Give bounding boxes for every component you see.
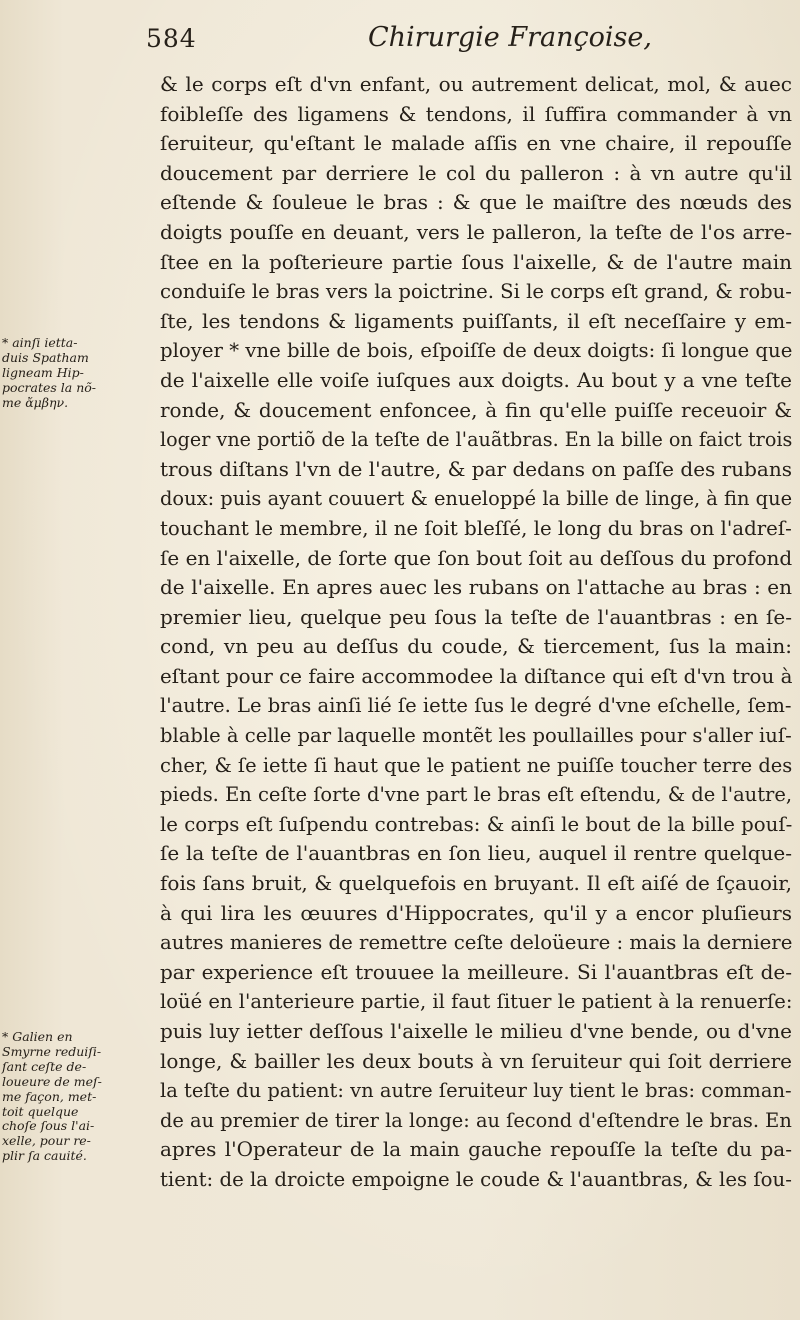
margin-note-line: xelle, pour re- [2,1133,91,1149]
margin-note-line: duis Spatham [2,349,89,365]
text-line: fois ſans bruit, & quelquefois en bruyant. Il eſt aiſé de ſçauoir, [160,871,792,896]
margin-note-line: loueure de meſ- [2,1073,102,1089]
margin-note-line: choſe ſous l'ai- [2,1118,95,1134]
page-header [142,14,782,62]
text-line: ſeruiteur, qu'eſtant le malade aſſis en vne chaire, il repouſſe [160,131,792,156]
text-line: foibleſſe des ligamens & tendons, il ſuffira commander à vn [160,101,792,126]
text-line: ſte, les tendons & ligaments puiſſants, il eſt neceſſaire y em- [160,308,792,333]
text-line: ployer * vne bille de bois, eſpoiſſe de deux doigts: ſi longue que [160,338,793,363]
text-line: le corps eſt ſuſpendu contrebas: & ainſi le bout de la bille pouſ- [160,811,793,836]
margin-note-line: me ἄμβην. [2,394,69,410]
text-line: & le corps eſt d'vn enfant, ou autrement delicat, mol, & auec [160,72,792,96]
text-line: pieds. En ceſte ſorte d'vne part le bras eſt eſtendu, & de l'autre, [160,782,793,807]
page-number: 584 [146,24,197,53]
text-line: apres l'Operateur de la main gauche repouſſe la teſte du pa- [160,1137,792,1162]
text-line: doucement par derriere le col du palleron : à vn autre qu'il [160,160,792,185]
text-line: la teſte du patient: vn autre ſeruiteur luy tient le bras: comman- [160,1078,792,1103]
margin-note-line: Smyrne reduiſi- [2,1043,102,1059]
text-line: cond, vn peu au deſſus du coude, & tiercement, ſus la main: [160,634,792,659]
margin-note-line: toit quelque [2,1103,79,1119]
text-line: eſtende & ſouleue le bras : & que le maiſtre des nœuds des [160,190,792,215]
text-line: ſe en l'aixelle, de ſorte que ſon bout ſoit au deſſous du profond [160,545,793,570]
margin-note-line: ligneam Hip- [2,364,84,380]
margin-note-line: me façon, met- [2,1088,97,1104]
text-line: premier lieu, quelque peu ſous la teſte de l'auantbras : en ſe- [160,604,792,629]
text-line: à qui lira les œuures d'Hippocrates, qu'il y a encor pluſieurs [160,900,792,925]
margin-note-line: pocrates la nõ- [2,379,96,395]
text-line: tient: de la droicte empoigne le coude & l'auantbras, & les ſou- [160,1166,792,1191]
text-line: ſtee en la poſterieure partie ſous l'aixelle, & de l'autre main [160,249,792,274]
text-line: de au premier de tirer la longe: au ſecond d'eſtendre le bras. En [160,1107,792,1132]
text-line: doux: puis ayant couuert & enueloppé la bille de linge, à fin que [160,486,793,511]
text-line: par experience eſt trouuee la meilleure. Si l'auantbras eſt de- [160,959,792,984]
main-text-block [160,70,792,1195]
text-line: l'autre. Le bras ainſi lié ſe iette ſus le degré d'vne eſchelle, ſem- [160,693,792,718]
text-line: puis luy ietter deſſous l'aixelle le milieu d'vne bende, ou d'vne [160,1019,792,1043]
margin-note-line: * Galien en [2,1029,73,1044]
text-line: cher, & ſe iette ſi haut que le patient ne puiſſe toucher terre des [160,752,793,777]
text-line: ſe la teſte de l'auantbras en ſon lieu, auquel il rentre quelque- [160,841,792,866]
text-line: loüé en l'anterieure partie, il faut ſituer le patient à la renuerſe: [160,989,793,1014]
running-title: Chirurgie Françoise, [368,22,652,53]
text-line: trous diſtans l'vn de l'autre, & par dedans on paſſe des rubans [160,456,792,481]
text-line: longe, & bailler les deux bouts à vn ſeruiteur qui ſoit derriere [160,1048,792,1073]
margin-note-bille [2,336,158,411]
text-line: loger vne portiõ de la teſte de l'auãtbras. En la bille on faict trois [160,427,793,452]
text-line: touchant le membre, il ne ſoit bleſſé, le long du bras on l'adreſ- [160,515,792,540]
text-line: de l'aixelle. En apres auec les rubans on l'attache au bras : en [160,575,792,600]
margin-note-galien [2,1030,158,1164]
text-line: de l'aixelle elle voiſe iuſques aux doigts. Au bout y a vne teſte [160,367,792,392]
text-line: blable à celle par laquelle montẽt les poullailles pour s'aller iuſ- [160,723,792,748]
text-line: autres manieres de remettre ceſte deloüeure : mais la derniere [160,930,793,955]
margin-note-line: plir ſa cauité. [2,1148,87,1164]
margin-note-line: * ainſi ietta- [2,335,78,350]
text-line: eſtant pour ce faire accommodee la diſtance qui eſt d'vn trou à [160,663,793,688]
margin-note-line: ſant ceſte de- [2,1058,87,1074]
text-line: doigts pouſſe en deuant, vers le palleron, la teſte de l'os arre- [160,219,792,244]
text-line: ronde, & doucement enfoncee, à fin qu'elle puiſſe receuoir & [160,397,792,422]
text-line: conduiſe le bras vers la poictrine. Si le corps eſt grand, & robu- [160,279,792,304]
